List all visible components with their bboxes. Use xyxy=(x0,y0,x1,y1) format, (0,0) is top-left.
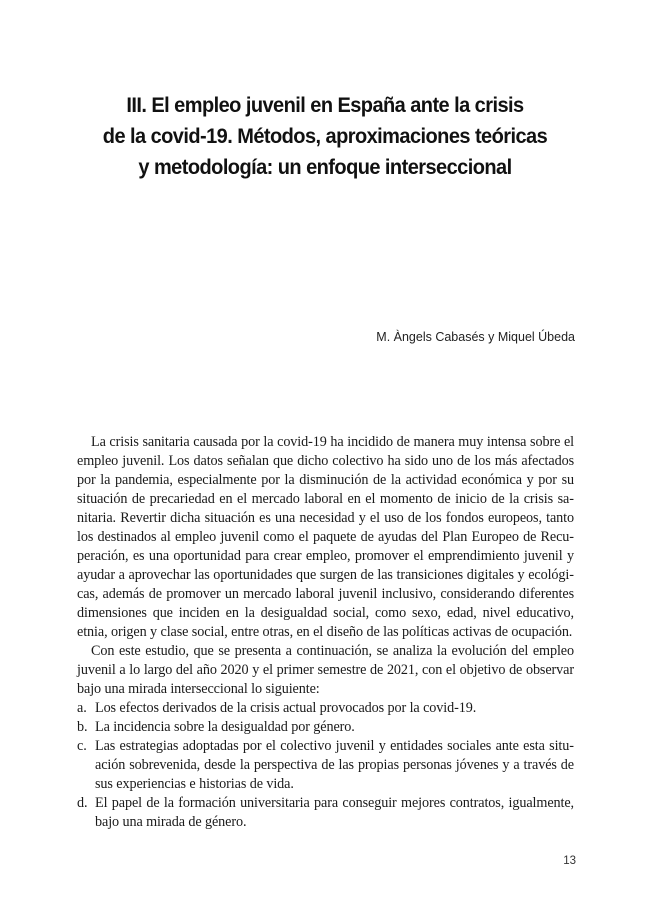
list-item xyxy=(77,699,574,718)
objectives-list xyxy=(77,699,574,832)
chapter-authors: M. Àngels Cabasés y Miquel Úbeda xyxy=(376,330,575,344)
list-marker: b. xyxy=(77,719,88,735)
list-marker: c. xyxy=(77,738,87,754)
page-number: 13 xyxy=(563,855,576,867)
chapter-title-line-2: de la covid-19. Métodos, aproximaciones teóricas xyxy=(102,124,548,148)
list-item xyxy=(77,737,574,794)
list-item xyxy=(77,794,574,832)
chapter-title-line-3: y metodología: un enfoque interseccional xyxy=(138,155,512,179)
chapter-title xyxy=(79,90,572,183)
chapter-title-line-1: III. El empleo juvenil en España ante la crisis xyxy=(126,93,524,117)
paragraph-1: La crisis sanitaria causada por la covid-19 ha incidido de manera muy intensa sobre el empleo juvenil. Los datos señalan que dicho colectivo ha sido uno de los más afectados por la pandemia, especialmente por la disminución de la actividad económica y por su situación de precariedad en el mercado laboral en el momento de inicio de la crisis sanitaria. Revertir dicha situación es una necesidad y el uso de los fondos europeos, tanto los destinados al empleo juvenil como el paquete de ayudas del Plan Europeo de Recuperación, es una oportunidad para crear empleo, promover el emprendimiento juvenil y ayudar a aprovechar las oportunidades que surgen de las transiciones digitales y ecológicas, además de promover un mercado laboral juvenil inclusivo, considerando diferentes dimensiones que inciden en la desigualdad social, como sexo, edad, nivel educativo, etnia, origen y clase social, entre otras, en el diseño de las políticas activas de ocupación. xyxy=(77,434,574,640)
list-item-text: Las estrategias adoptadas por el colectivo juvenil y entidades sociales ante esta situación sobrevenida, desde la perspectiva de las propias personas jóvenes y a través de sus experiencias e historias de vida. xyxy=(95,738,574,792)
list-item-text: Los efectos derivados de la crisis actual provocados por la covid-19. xyxy=(95,700,477,716)
body-text xyxy=(77,433,574,832)
list-marker: a. xyxy=(77,700,87,716)
list-item xyxy=(77,718,574,737)
list-item-text: La incidencia sobre la desigualdad por género. xyxy=(95,719,355,735)
list-marker: d. xyxy=(77,795,88,811)
paragraph-2: Con este estudio, que se presenta a continuación, se analiza la evolución del empleo juvenil a lo largo del año 2020 y el primer semestre de 2021, con el objetivo de observar bajo una mirada interseccional lo siguiente: xyxy=(77,643,574,697)
list-item-text: El papel de la formación universitaria para conseguir mejores contratos, igualmente, bajo una mirada de género. xyxy=(95,795,574,830)
